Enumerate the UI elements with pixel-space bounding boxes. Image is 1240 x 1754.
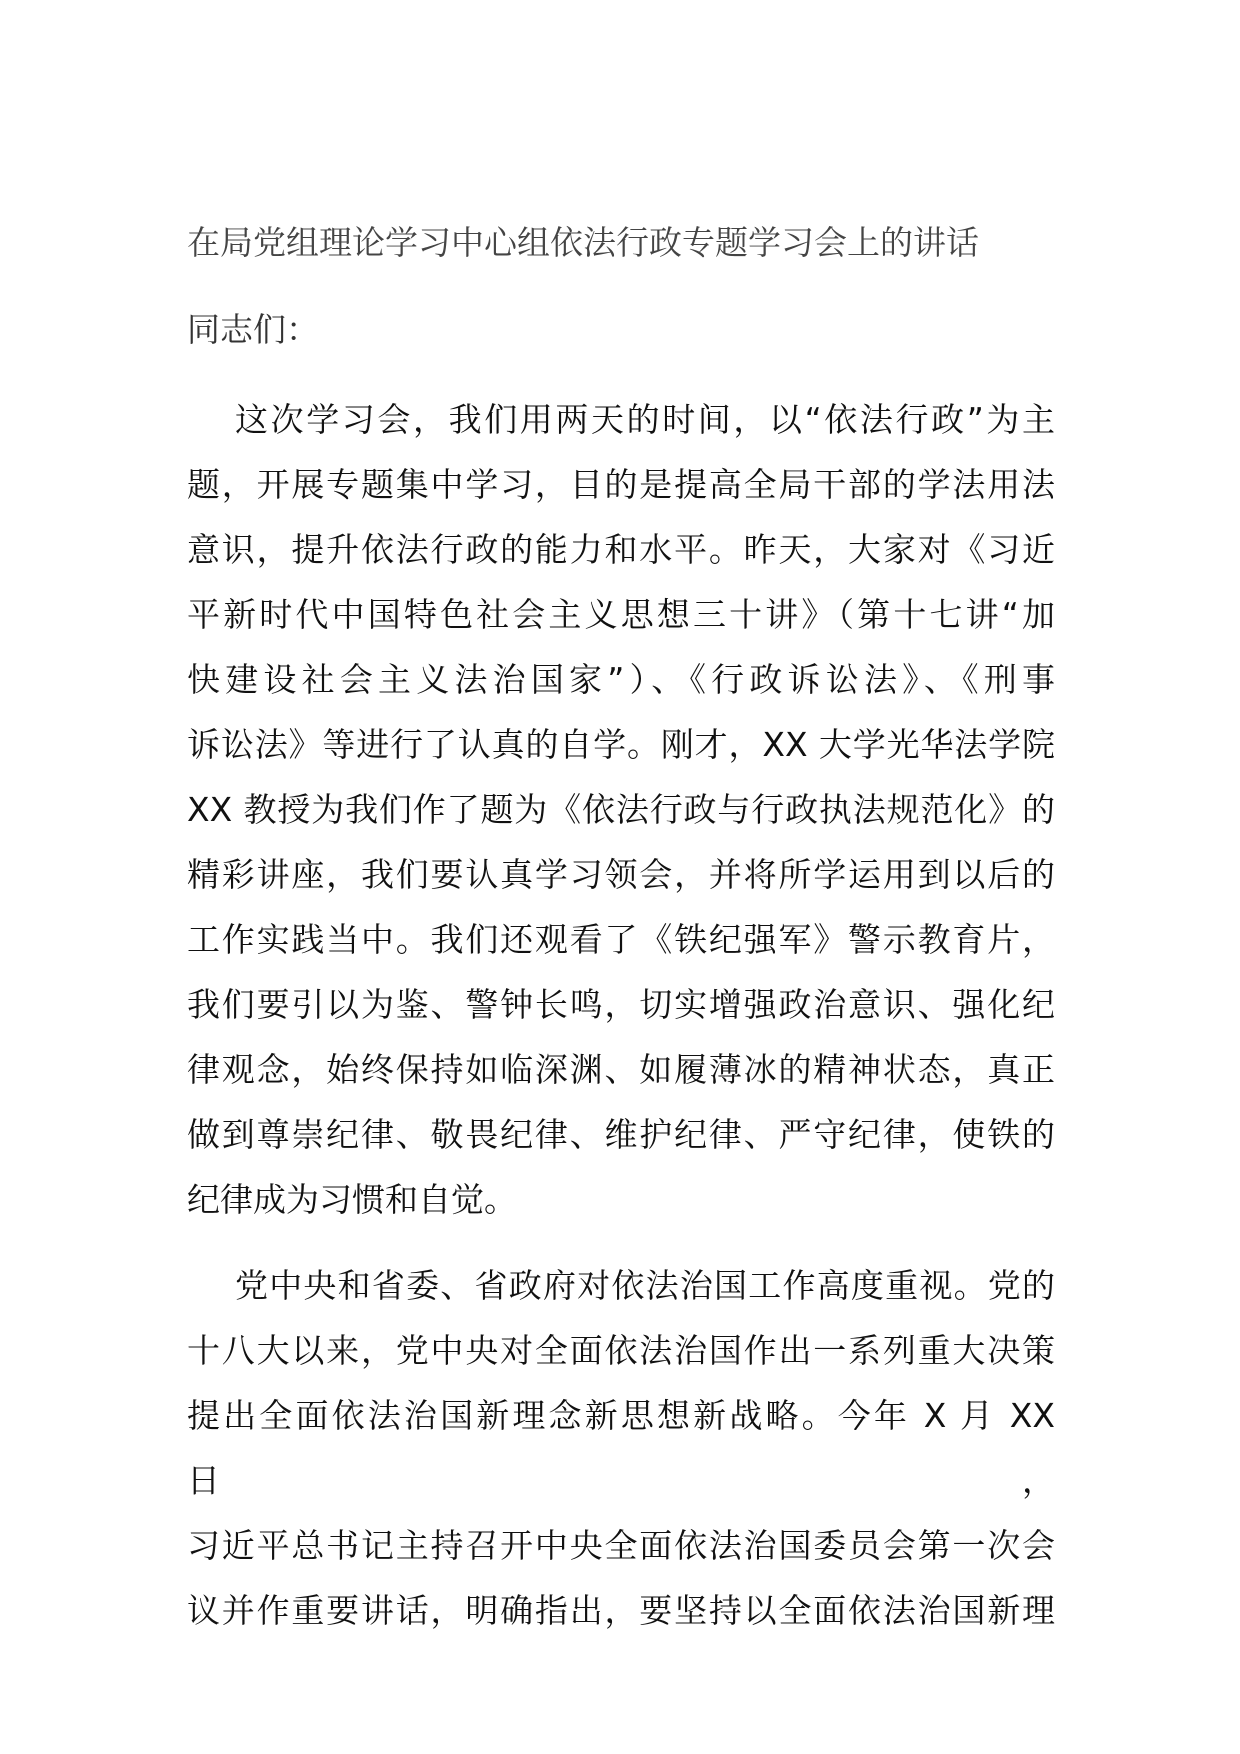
- paragraph-line: 这次学习会，我们用两天的时间，以“依法行政”为主: [235, 400, 1055, 439]
- paragraph-line: 诉讼法》等进行了认真的自学。刚才，XX 大学光华法学院: [187, 725, 1055, 764]
- paragraph-line: 精彩讲座，我们要认真学习领会，并将所学运用到以后的: [187, 855, 1055, 894]
- document-title: 在局党组理论学习中心组依法行政专题学习会上的讲话: [187, 223, 979, 262]
- paragraph-line: 快建设社会主义法治国家”）、《行政诉讼法》、《刑事: [187, 660, 1055, 699]
- paragraph-line: 工作实践当中。我们还观看了《铁纪强军》警示教育片，: [187, 920, 1055, 959]
- paragraph-line: 纪律成为习惯和自觉。: [187, 1180, 517, 1219]
- document-page: [187, 210, 1055, 1643]
- paragraph-line: 做到尊崇纪律、敬畏纪律、维护纪律、严守纪律，使铁的: [187, 1115, 1055, 1154]
- paragraph-line: 平新时代中国特色社会主义思想三十讲》（第十七讲“加: [187, 595, 1055, 634]
- paragraph-line: 议并作重要讲话，明确指出，要坚持以全面依法治国新理: [187, 1591, 1055, 1630]
- paragraph-line: 十八大以来，党中央对全面依法治国作出一系列重大决策: [187, 1331, 1055, 1370]
- paragraph-line: 党中央和省委、省政府对依法治国工作高度重视。党的: [235, 1266, 1055, 1305]
- paragraph-line: XX 教授为我们作了题为《依法行政与行政执法规范化》的: [187, 790, 1055, 829]
- paragraph-1: [187, 387, 1055, 1232]
- paragraph-line: 律观念，始终保持如临深渊、如履薄冰的精神状态，真正: [187, 1050, 1055, 1089]
- paragraph-line: 提出全面依法治国新理念新思想新战略。今年 X 月 XX 日，: [187, 1396, 1055, 1500]
- salutation: 同志们：: [187, 310, 319, 349]
- paragraph-line: 习近平总书记主持召开中央全面依法治国委员会第一次会: [187, 1526, 1055, 1565]
- paragraph-line: 我们要引以为鉴、警钟长鸣，切实增强政治意识、强化纪: [187, 985, 1055, 1024]
- paragraph-2: [187, 1253, 1055, 1643]
- paragraph-line: 题，开展专题集中学习，目的是提高全局干部的学法用法: [187, 465, 1055, 504]
- paragraph-line: 意识，提升依法行政的能力和水平。昨天，大家对《习近: [187, 530, 1055, 569]
